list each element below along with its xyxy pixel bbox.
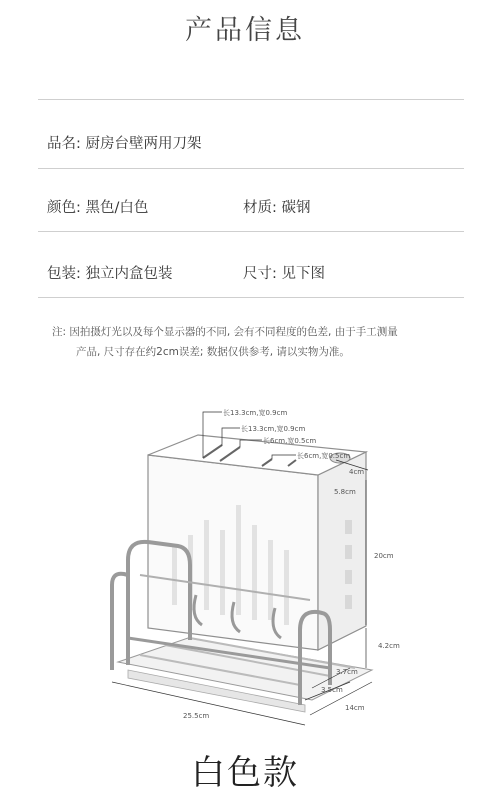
dim-top-depth: 4cm xyxy=(349,468,365,476)
divider xyxy=(38,99,464,100)
dim-d1: 3.7cm xyxy=(336,668,358,676)
divider xyxy=(38,168,464,169)
dim-slot-2: 长13.3cm,宽0.9cm xyxy=(241,425,306,433)
dim-slot-4: 长6cm,宽0.5cm xyxy=(297,452,351,460)
note-line-1: 注: 因拍摄灯光以及每个显示器的不同, 会有不同程度的色差, 由于手工测量 xyxy=(52,326,398,338)
product-name: 品名: 厨房台壁两用刀架 xyxy=(47,136,202,152)
dim-d2: 3.5cm xyxy=(321,686,343,694)
dim-top-width: 5.8cm xyxy=(334,488,356,496)
divider xyxy=(38,297,464,298)
knife-rack-diagram xyxy=(0,400,490,745)
product-material: 材质: 碳钢 xyxy=(243,200,311,216)
knife-rack-illustration xyxy=(0,400,490,745)
dim-slot-1: 长13.3cm,宽0.9cm xyxy=(223,409,288,417)
product-size: 尺寸: 见下图 xyxy=(243,266,325,282)
divider xyxy=(38,231,464,232)
dim-height: 20cm xyxy=(374,552,394,560)
dim-depth: 14cm xyxy=(345,704,365,712)
note-line-2: 产品, 尺寸存在约2cm误差; 数据仅供参考, 请以实物为准。 xyxy=(76,346,350,358)
page-title: 产品信息 xyxy=(185,15,305,46)
dim-base-height: 4.2cm xyxy=(378,642,400,650)
product-packaging: 包装: 独立内盒包装 xyxy=(47,266,173,282)
dim-width: 25.5cm xyxy=(183,712,210,720)
color-caption: 白色款 xyxy=(191,753,299,793)
dim-slot-3: 长6cm,宽0.5cm xyxy=(263,437,317,445)
product-color: 颜色: 黑色/白色 xyxy=(47,200,149,216)
disclaimer-note xyxy=(52,322,462,362)
